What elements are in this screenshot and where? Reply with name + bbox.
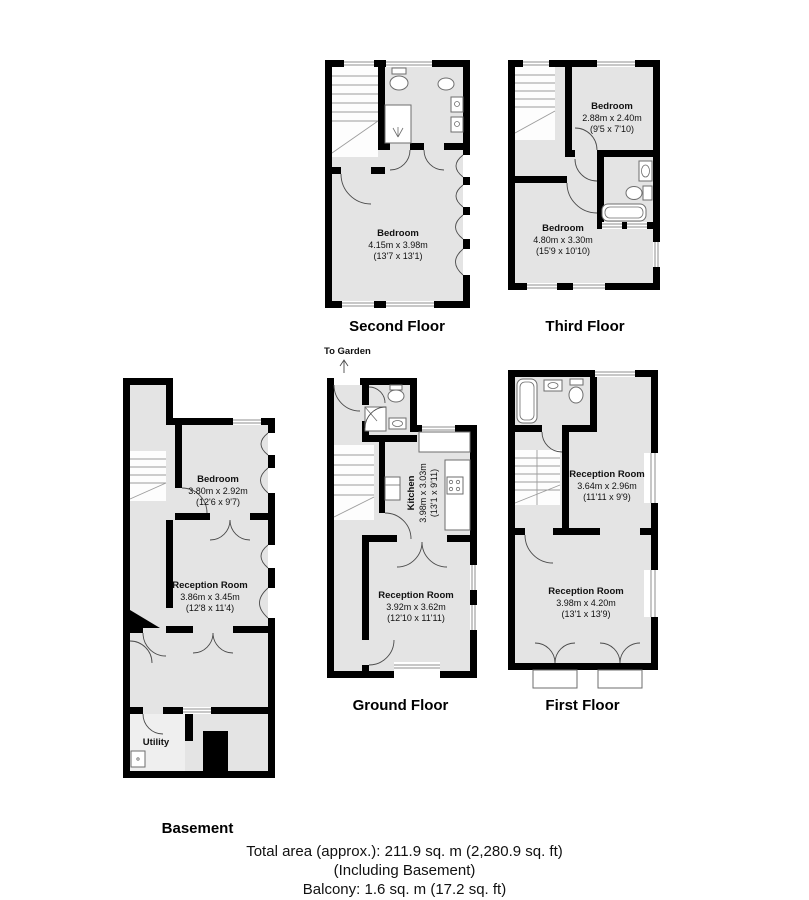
second-floor-drawing xyxy=(322,55,472,311)
fridge-icon xyxy=(385,477,400,500)
toilet-icon xyxy=(626,186,652,200)
room-name: Reception Room xyxy=(378,589,454,601)
sink-icon xyxy=(639,161,652,181)
toilet-icon xyxy=(569,379,583,403)
room-name: Reception Room xyxy=(548,585,624,597)
room-label xyxy=(368,228,428,262)
room-dim-ft: (15'9 x 10'10) xyxy=(536,245,590,256)
appliance-icon xyxy=(131,751,145,767)
basement-plan xyxy=(115,373,280,853)
room-label xyxy=(188,474,248,508)
bathtub-icon xyxy=(602,204,646,221)
floor-title: Ground Floor xyxy=(352,697,449,714)
ground-floor-plan xyxy=(318,345,483,725)
staircase xyxy=(130,451,166,501)
staircase xyxy=(332,67,378,157)
floor-title: Third Floor xyxy=(545,318,625,335)
room-name: Bedroom xyxy=(377,227,419,239)
walls xyxy=(123,378,275,778)
toilet-icon xyxy=(390,68,408,90)
staircase xyxy=(515,67,555,140)
sink-icon xyxy=(438,78,454,90)
room-label xyxy=(533,223,593,257)
staircase xyxy=(515,450,560,505)
room-dim-ft: (12'10 x 11'11) xyxy=(387,612,445,623)
room-dim-ft: (13'1 x 9'11) xyxy=(428,468,439,518)
room-label xyxy=(569,469,644,503)
room-dim-m: 3.64m x 2.96m xyxy=(577,480,637,491)
floor-title: Basement xyxy=(161,820,234,837)
room-dim-ft: (12'8 x 11'4) xyxy=(185,602,235,613)
to-garden-label: To Garden xyxy=(324,346,371,357)
room-label xyxy=(143,737,169,749)
balcony xyxy=(533,670,642,688)
total-area-line: Total area (approx.): 211.9 sq. m (2,280.9 sq. ft) xyxy=(246,843,563,860)
room-label xyxy=(548,586,623,620)
third-floor-drawing xyxy=(505,55,665,295)
shower-icon xyxy=(365,407,386,431)
room-name: Bedroom xyxy=(591,100,633,112)
room-dim-m: 2.88m x 2.40m xyxy=(582,112,642,123)
area-summary xyxy=(0,842,809,899)
third-floor-plan xyxy=(505,55,665,335)
room-name: Bedroom xyxy=(197,473,239,485)
toilet-icon xyxy=(388,385,404,402)
balcony-area-line: Balcony: 1.6 sq. m (17.2 sq. ft) xyxy=(302,881,507,898)
room-label xyxy=(406,463,440,523)
room-name: Bedroom xyxy=(542,222,584,234)
room-label xyxy=(172,580,247,614)
ground-floor-drawing xyxy=(318,345,483,685)
sink-icon xyxy=(544,380,562,391)
room-dim-m: 4.15m x 3.98m xyxy=(368,239,428,250)
first-floor-drawing xyxy=(500,360,665,690)
room-label xyxy=(378,590,453,624)
room-name: Reception Room xyxy=(569,468,645,480)
bathtub-icon xyxy=(517,379,537,423)
room-dim-ft: (11'11 x 9'9) xyxy=(583,491,631,502)
room-name: Utility xyxy=(142,737,170,749)
room-label xyxy=(582,101,642,135)
floor-title: Second Floor xyxy=(349,318,445,335)
staircase xyxy=(334,445,374,520)
room-dim-ft: (13'1 x 13'9) xyxy=(561,608,611,619)
garden-arrow-icon xyxy=(340,360,348,373)
room-dim-m: 3.98m x 4.20m xyxy=(556,597,616,608)
second-floor-plan xyxy=(322,55,472,335)
including-basement-line: (Including Basement) xyxy=(333,862,476,879)
first-floor-plan xyxy=(500,360,665,725)
room-dim-ft: (12'6 x 9'7) xyxy=(196,496,240,507)
room-name: Kitchen xyxy=(405,475,417,511)
room-dim-m: 3.98m x 3.03m xyxy=(417,463,428,523)
room-dim-ft: (9'5 x 7'10) xyxy=(590,123,634,134)
sink-icon xyxy=(389,418,406,429)
room-dim-m: 4.80m x 3.30m xyxy=(533,234,593,245)
room-dim-m: 3.80m x 2.92m xyxy=(188,485,248,496)
room-name: Reception Room xyxy=(172,579,248,591)
floor-title: First Floor xyxy=(545,697,620,714)
room-dim-m: 3.86m x 3.45m xyxy=(180,591,240,602)
stove-icon xyxy=(447,477,463,494)
shower-icon xyxy=(385,105,411,143)
room-dim-ft: (13'7 x 13'1) xyxy=(373,250,423,261)
room-dim-m: 3.92m x 3.62m xyxy=(386,601,446,612)
